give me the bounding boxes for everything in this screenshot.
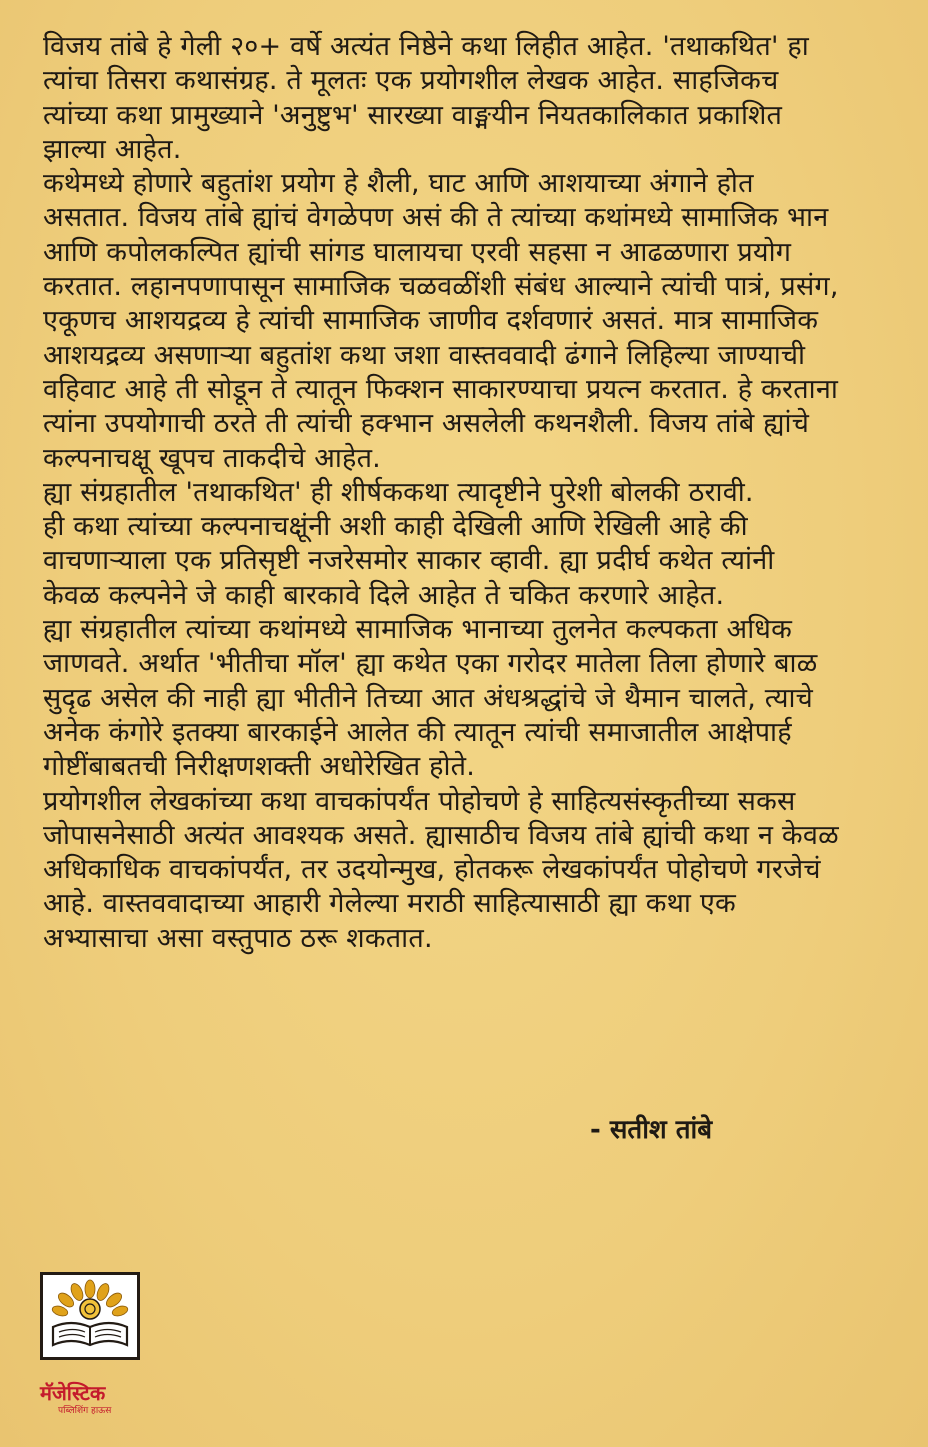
blurb-paragraph-3: ह्या संग्रहातील 'तथाकथित' ही शीर्षककथा त्यादृष्टीने पुरेशी बोलकी ठरावी. ही कथा त्यांच्या कल्पनाचक्षूंनी अशी काही देखिली आणि रेखिली आहे की वाचणाऱ्याला एक प्रतिसृष्टी नजरेसमोर साकार व्हावी. ह्या प्रदीर्घ कथेत त्यांनी केवळ कल्पनेने जे काही बारकावे दिले आहेत ते चकित करणारे आहेत.: [43, 476, 775, 611]
blurb-paragraph-1: विजय तांबे हे गेली २०+ वर्षे अत्यंत निष्ठेने कथा लिहीत आहेत. 'तथाकथित' हा त्यांचा तिसरा कथासंग्रह. ते मूलतः एक प्रयोगशील लेखक आहेत. साहजिकच त्यांच्या कथा प्रामुख्याने 'अनुष्टुभ' सारख्या वाङ्मयीन नियतकालिकात प्रकाशित झाल्या आहेत.: [43, 31, 809, 165]
blurb-paragraph-2: कथेमध्ये होणारे बहुतांश प्रयोग हे शैली, घाट आणि आशयाच्या अंगाने होत असतात. विजय तांबे ह्यांचं वेगळेपण असं की ते त्यांच्या कथांमध्ये सामाजिक भान आणि कपोलकल्पित ह्यांची सांगड घालायचा एरवी सहसा न आढळणारा प्रयोग करतात. लहानपणापासून सामाजिक चळवळींशी संबंध आल्याने त्यांची पात्रं, प्रसंग, एकूणच आशयद्रव्य हे त्यांची सामाजिक जाणीव दर्शवणारं असतं. मात्र सामाजिक आशयद्रव्य असणाऱ्या बहुतांश कथा जशा वास्तववादी ढंगाने लिहिल्या जाण्याची वहिवाट आहे ती सोडून ते त्यातून फिक्शन साकारण्याचा प्रयत्न करतात. हे करताना त्यांना उपयोगाची ठरते ती त्यांची हक्भान असलेली कथनशैली. विजय तांबे ह्यांचे कल्पनाचक्षू खूपच ताकदीचे आहेत.: [43, 168, 839, 474]
publisher-name: मॅजेस्टिक: [40, 1381, 106, 1405]
author-signature: - सतीश तांबे: [590, 1115, 713, 1145]
blurb-paragraph-5: प्रयोगशील लेखकांच्या कथा वाचकांपर्यंत पोहोचणे हे साहित्यसंस्कृतीच्या सकस जोपासनेसाठी अत्यंत आवश्यक असते. ह्यासाठीच विजय तांबे ह्यांची कथा न केवळ अधिकाधिक वाचकांपर्यंत, तर उदयोन्मुख, होतकरू लेखकांपर्यंत पोहोचणे गरजेचं आहे. वास्तववादाच्या आहारी गेलेल्या मराठी साहित्यासाठी ह्या कथा एक अभ्यासाचा असा वस्तुपाठ ठरू शकतात.: [43, 785, 839, 954]
blurb-paragraph-4: ह्या संग्रहातील त्यांच्या कथांमध्ये सामाजिक भानाच्या तुलनेत कल्पकता अधिक जाणवते. अर्थात 'भीतीचा मॉल' ह्या कथेत एका गरोदर मातेला तिला होणारे बाळ सुदृढ असेल की नाही ह्या भीतीने तिच्या आत अंधश्रद्धांचे जे थैमान चालते, त्याचे अनेक कंगोरे इतक्या बारकाईने आलेत की त्यातून त्यांची समाजातील आक्षेपार्ह गोष्टींबाबतची निरीक्षणशक्ती अधोरेखित होते.: [43, 614, 818, 783]
open-book-crown-icon: [43, 1275, 137, 1357]
publisher-logo: [40, 1272, 140, 1360]
blurb-text: [43, 30, 893, 956]
publisher-subtitle: पब्लिशिंग हाऊस: [58, 1406, 112, 1416]
